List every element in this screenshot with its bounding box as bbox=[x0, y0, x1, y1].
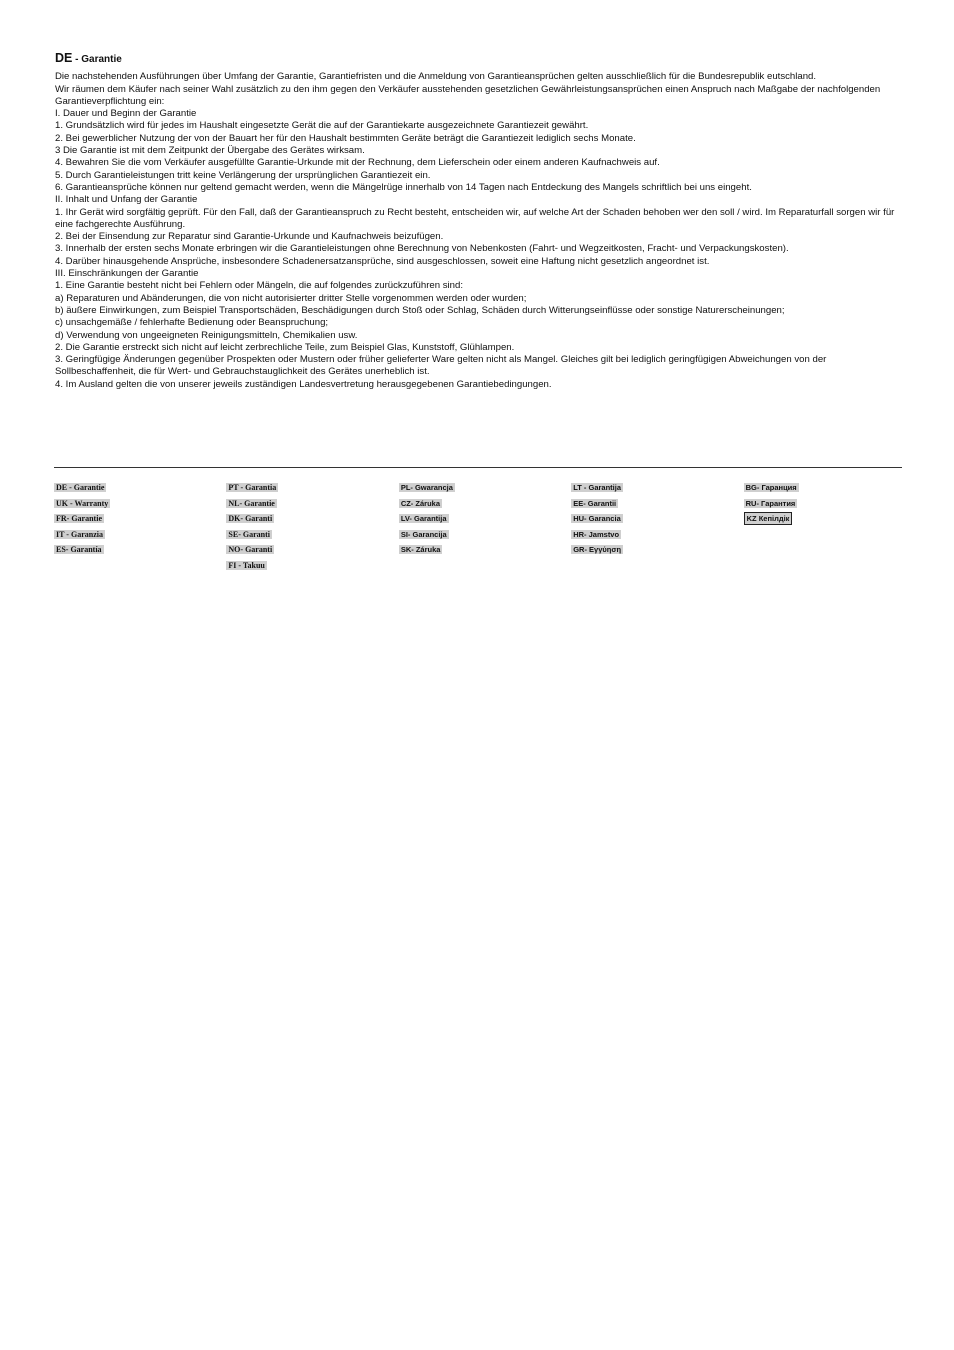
language-label: ES- Garantía bbox=[56, 545, 102, 555]
language-column bbox=[571, 483, 729, 1313]
de-line: 5. Durch Garantieleistungen tritt keine Verlängerung der ursprünglichen Garantiezeit ein. bbox=[55, 169, 431, 181]
warranty-block bbox=[399, 514, 557, 524]
de-line: II. Inhalt und Unfang der Garantie bbox=[55, 194, 198, 206]
language-column bbox=[226, 483, 384, 1313]
language-label: EE- Garantii bbox=[573, 498, 617, 508]
language-label: PT - Garantia bbox=[228, 483, 277, 492]
language-label: KZ Кепілдік bbox=[744, 512, 793, 525]
de-line: 1. Grundsätzlich wird für jedes im Haushalt eingesetzte Gerät die auf der Garantiekarte ausgezeichnete Garantiezeit gewährt. bbox=[55, 120, 589, 132]
warranty-block bbox=[54, 483, 212, 493]
language-label: BG- Гаранция bbox=[745, 483, 797, 492]
warranty-block bbox=[54, 545, 212, 555]
warranty-block bbox=[226, 499, 384, 509]
language-label: NO- Garanti bbox=[228, 545, 273, 555]
warranty-block bbox=[744, 483, 902, 493]
warranty-block bbox=[399, 545, 557, 555]
de-line: b) äußere Einwirkungen, zum Beispiel Transportschäden, Beschädigungen durch Stoß oder Schlag, Schäden durch Witterungseinflüsse oder sonstige Naturerscheinungen; bbox=[55, 304, 785, 316]
warranty-block bbox=[399, 483, 557, 493]
de-title-code: DE bbox=[55, 51, 73, 65]
warranty-block bbox=[571, 530, 729, 540]
de-line: III. Einschränkungen der Garantie bbox=[55, 268, 199, 280]
de-line: 2. Die Garantie erstreckt sich nicht auf leicht zerbrechliche Teile, zum Beispiel Glas, Kunststoff, Glühlampen. bbox=[55, 341, 515, 353]
warranty-block bbox=[571, 499, 729, 509]
language-label: IT - Garanzia bbox=[56, 529, 103, 539]
warranty-block bbox=[226, 483, 384, 493]
warranty-block bbox=[226, 545, 384, 555]
language-label: GR- Εγγύηση bbox=[573, 545, 622, 555]
de-line: 4. Bewahren Sie die vom Verkäufer ausgefüllte Garantie-Urkunde mit der Rechnung, dem Lieferschein oder einem anderen Kaufnachweis auf. bbox=[55, 157, 660, 169]
language-label: LV- Garantija bbox=[400, 514, 447, 524]
warranty-block bbox=[399, 530, 557, 540]
language-label: SK- Záruka bbox=[400, 545, 441, 555]
de-line: 1. Eine Garantie besteht nicht bei Fehlern oder Mängeln, die auf folgendes zurückzuführen sind: bbox=[55, 280, 463, 292]
language-label: DE - Garantie bbox=[56, 483, 105, 492]
language-column bbox=[54, 483, 212, 1313]
language-column bbox=[744, 483, 902, 1313]
de-title bbox=[55, 52, 903, 66]
warranty-block bbox=[54, 499, 212, 509]
de-warranty-section bbox=[55, 52, 903, 391]
language-label: HU- Garancia bbox=[573, 514, 621, 524]
warranty-block bbox=[226, 514, 384, 524]
de-line: c) unsachgemäße / fehlerhafte Bedienung oder Beanspruchung; bbox=[55, 317, 329, 329]
warranty-block bbox=[226, 561, 384, 571]
language-label: FR- Garantie bbox=[56, 514, 102, 524]
de-line: 2. Bei gewerblicher Nutzung der von der Bauart her für den Haushalt bestimmten Geräte beträgt die Garantiezeit lediglich sechs Monate. bbox=[55, 132, 636, 144]
warranty-block bbox=[399, 499, 557, 509]
section-divider bbox=[54, 467, 902, 468]
language-label: UK - Warranty bbox=[56, 498, 109, 508]
warranty-block bbox=[54, 530, 212, 540]
warranty-block bbox=[744, 514, 902, 524]
de-line: 4. Im Ausland gelten die von unserer jeweils zuständigen Landesvertretung herausgegebenen Garantiebedingungen. bbox=[55, 378, 552, 390]
language-label: SI- Garancija bbox=[400, 529, 447, 539]
language-label: CZ- Záruka bbox=[400, 498, 440, 508]
language-label: PL- Gwarancja bbox=[400, 483, 453, 492]
de-line: 2. Bei der Einsendung zur Reparatur sind Garantie-Urkunde und Kaufnachweis beizufügen. bbox=[55, 231, 444, 243]
language-column bbox=[399, 483, 557, 1313]
language-label: LT - Garantija bbox=[573, 483, 622, 492]
language-label: NL- Garantie bbox=[228, 498, 275, 508]
warranty-block bbox=[571, 483, 729, 493]
warranty-block bbox=[571, 514, 729, 524]
warranty-block bbox=[744, 499, 902, 509]
de-line: Die nachstehenden Ausführungen über Umfang der Garantie, Garantiefristen und die Anmeldung von Garantieansprüchen gelten ausschließlich für die Bundesrepublik eutschland. bbox=[55, 71, 817, 83]
de-line: 4. Darüber hinausgehende Ansprüche, insbesondere Schadenersatzansprüche, sind ausgeschlossen, soweit eine Haftung nicht gesetzlich angeordnet ist. bbox=[55, 255, 710, 267]
de-lines bbox=[55, 71, 903, 391]
de-line: 3 Die Garantie ist mit dem Zeitpunkt der Übergabe des Gerätes wirksam. bbox=[55, 145, 365, 157]
language-columns bbox=[54, 483, 902, 1313]
warranty-block bbox=[571, 545, 729, 555]
de-line: I. Dauer und Beginn der Garantie bbox=[55, 108, 197, 120]
de-line: Wir räumen dem Käufer nach seiner Wahl zusätzlich zu den ihm gegen den Verkäufer ausstehenden gesetzlichen Gewährleistungsansprüchen einen Anspruch nach Maßgabe der nachfolgenden Garantieverpflichtung ein: bbox=[55, 83, 881, 107]
de-line: 1. Ihr Gerät wird sorgfältig geprüft. Für den Fall, daß der Garantieanspruch zu Recht besteht, entscheiden wir, auf welche Art der Schaden behoben wer den soll / wird. Im Reparaturfall sorgen wir für eine fachgerechte Ausführung. bbox=[55, 206, 895, 230]
de-line: d) Verwendung von ungeeigneten Reinigungsmitteln, Chemikalien usw. bbox=[55, 329, 358, 341]
de-line: a) Reparaturen und Abänderungen, die von nicht autorisierter dritter Stelle vorgenommen werden oder wurden; bbox=[55, 292, 527, 304]
warranty-block bbox=[54, 514, 212, 524]
language-label: HR- Jamstvo bbox=[573, 529, 620, 539]
de-title-rest: - Garantie bbox=[72, 54, 122, 65]
de-line: 3. Innerhalb der ersten sechs Monate erbringen wir die Garantieleistungen ohne Berechnung von Nebenkosten (Fahrt- und Wegzeitkosten, Fracht- und Verpackungskosten). bbox=[55, 243, 789, 255]
language-label: SE- Garanti bbox=[228, 529, 270, 539]
de-line: 6. Garantieansprüche können nur geltend gemacht werden, wenn die Mängelrüge innerhalb von 14 Tagen nach Entdeckung des Mangels schriftlich bei uns eingeht. bbox=[55, 181, 752, 193]
language-label: DK- Garanti bbox=[228, 514, 273, 524]
de-line: 3. Geringfügige Änderungen gegenüber Prospekten oder Mustern oder früher gelieferter Ware gelten nicht als Mangel. Gleiches gilt bei lediglich geringfügigen Abweichungen von der Sollbeschaffenheit, die für Wert- und Gebrauchstauglichkeit des Gerätes unerheblich ist. bbox=[55, 354, 827, 378]
language-label: RU- Гарантия bbox=[745, 498, 796, 508]
warranty-block bbox=[226, 530, 384, 540]
language-label: FI - Takuu bbox=[228, 560, 265, 570]
